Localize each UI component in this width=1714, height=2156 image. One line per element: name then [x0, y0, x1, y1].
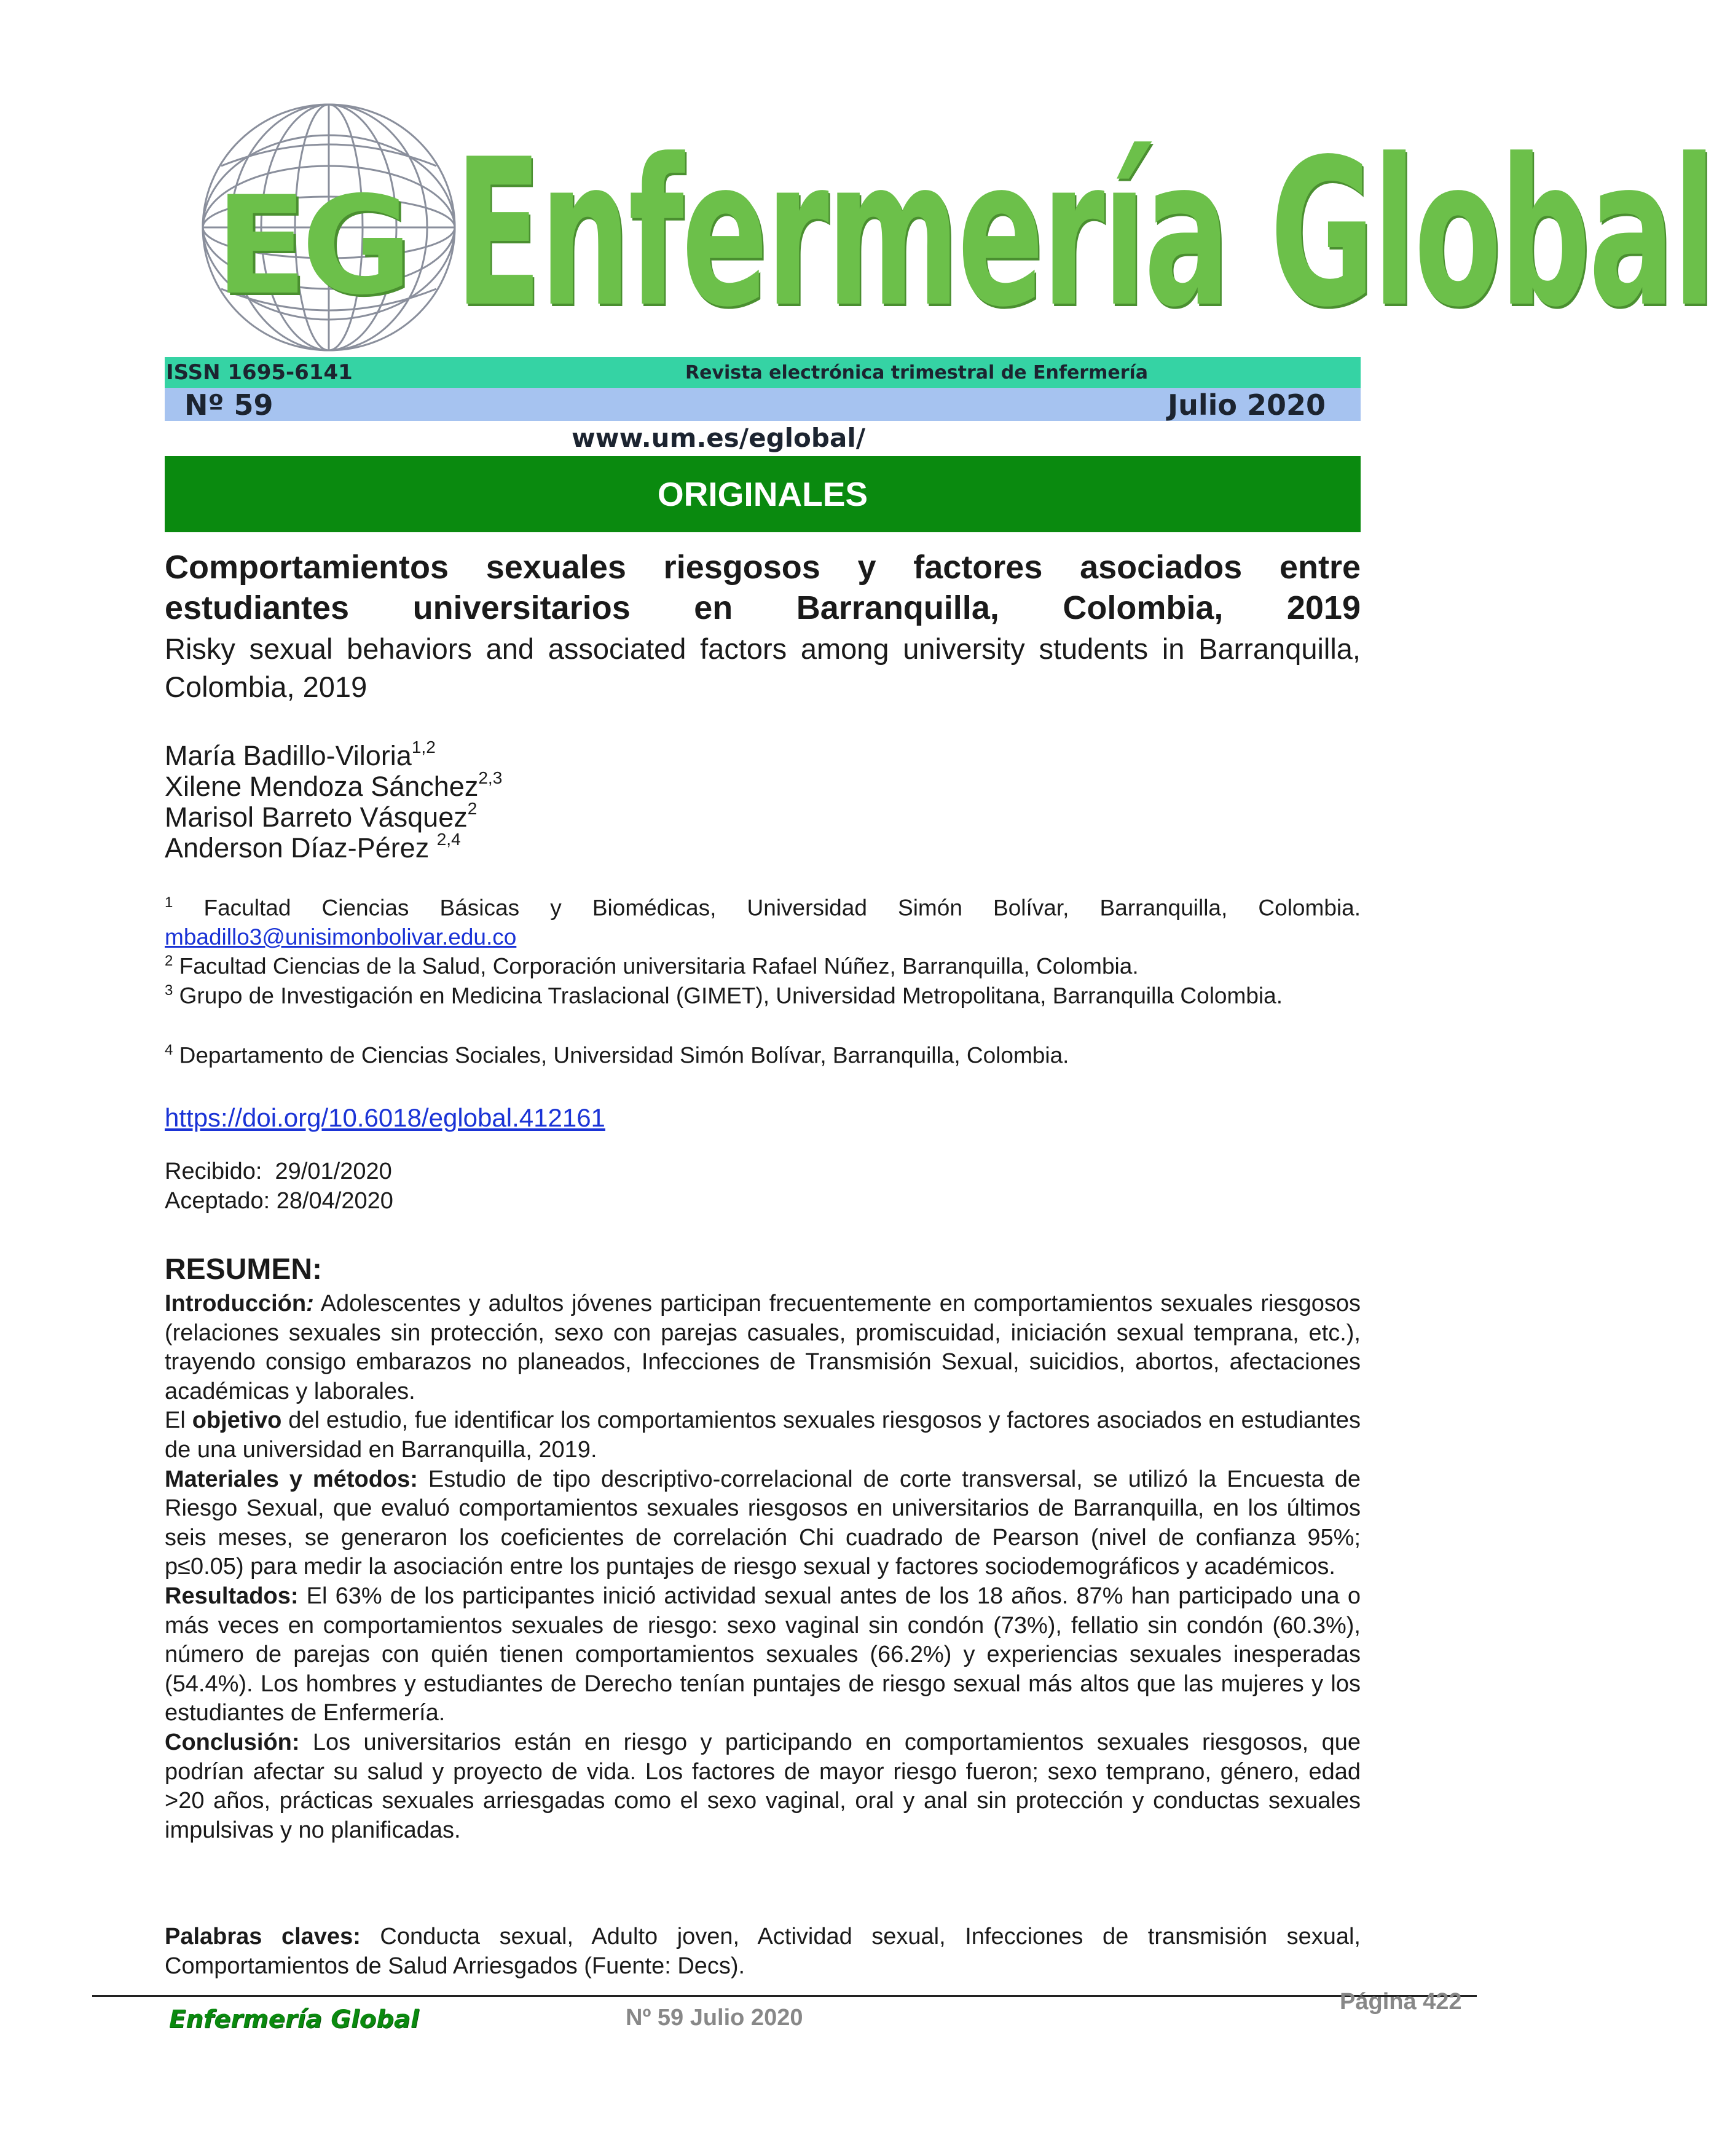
abstract-introduction	[165, 1289, 1361, 1406]
intro-label: Introducción	[165, 1291, 307, 1316]
footer-journal-name: Enfermería Global	[169, 2005, 419, 2034]
abstract-body	[165, 1289, 1361, 1845]
author-affiliation-ref: 2,3	[478, 768, 503, 787]
abstract-heading: RESUMEN:	[165, 1253, 323, 1286]
affiliation-text: Facultad Ciencias Básicas y Biomédicas, Universidad Simón Bolívar, Barranquilla, Colombia.	[173, 895, 1361, 921]
author-name: Xilene Mendoza Sánchez	[165, 771, 479, 802]
doi-link[interactable]: https://doi.org/10.6018/eglobal.412161	[165, 1103, 605, 1132]
abstract-conclusion	[165, 1728, 1361, 1845]
affiliation-item	[165, 1036, 1361, 1070]
affiliation-number: 2	[165, 953, 173, 969]
intro-colon: :	[306, 1291, 314, 1316]
journal-subtitle: Revista electrónica trimestral de Enfermería	[685, 362, 1149, 384]
affiliation-number: 3	[165, 982, 173, 999]
methods-label: Materiales y métodos:	[165, 1466, 418, 1492]
issue-date: Julio 2020	[1168, 388, 1326, 422]
objective-text: del estudio, fue identificar los comportamientos sexuales riesgosos y factores asociados en estudiantes de una universidad en Barranquilla, 2019.	[165, 1407, 1361, 1463]
journal-logo-title: Enfermería Global	[455, 116, 1714, 352]
objective-label: objetivo	[192, 1407, 282, 1434]
author-item	[165, 827, 461, 864]
affiliation-item	[165, 976, 1361, 1010]
methods-text: Estudio de tipo descriptivo-correlacional de corte transversal, se utilizó la Encuesta de Riesgo Sexual, que evaluó comportamientos sexuales riesgosos en universitarios de Barranquilla, en los últimos seis meses, se generaron los coeficientes de correlación Chi cuadrado de Pearson (nivel de confianza 95%; p≤0.05) para medir la asociación entre los puntajes de riesgo sexual y factores sociodemográficos y académicos.	[165, 1466, 1361, 1580]
issue-number: Nº 59	[184, 388, 273, 422]
received-value: 29/01/2020	[275, 1159, 392, 1184]
keywords	[165, 1922, 1361, 1981]
received-label: Recibido:	[165, 1159, 262, 1184]
keywords-label: Palabras claves:	[165, 1924, 361, 1949]
author-name: Marisol Barreto Vásquez	[165, 801, 468, 833]
abstract-objective	[165, 1406, 1361, 1465]
author-affiliation-ref: 2	[467, 799, 478, 818]
article-title-spanish: Comportamientos sexuales riesgosos y factores asociados entre estudiantes universitarios en Barranquilla, Colombia, 2019	[165, 549, 1361, 626]
affiliation-number: 1	[165, 894, 173, 911]
author-affiliation-ref: 2,4	[436, 830, 461, 849]
affiliation-item	[165, 888, 1361, 952]
section-banner: ORIGINALES	[165, 456, 1361, 532]
received-date	[165, 1157, 392, 1186]
objective-prefix: El	[165, 1407, 192, 1434]
eg-logo-letters: EG	[215, 167, 406, 325]
author-email-link[interactable]: mbadillo3@unisimonbolivar.edu.co	[165, 924, 517, 950]
intro-text: Adolescentes y adultos jóvenes participan frecuentemente en comportamientos sexuales riesgosos (relaciones sexuales sin protección, sexo con parejas casuales, promiscuidad, iniciación sexual temprana, etc.), trayendo consigo embarazos no planeados, Infecciones de Transmisión Sexual, suicidios, abortos, afectaciones académicas y laborales.	[165, 1291, 1361, 1404]
accepted-value: 28/04/2020	[276, 1188, 393, 1214]
abstract-results	[165, 1582, 1361, 1728]
affiliation-text: Departamento de Ciencias Sociales, Universidad Simón Bolívar, Barranquilla, Colombia.	[173, 1042, 1069, 1068]
issn-label: ISSN 1695-6141	[166, 360, 353, 385]
conclusion-label: Conclusión:	[165, 1729, 300, 1755]
conclusion-text: Los universitarios están en riesgo y participando en comportamientos sexuales riesgosos, que podrían afectar su salud y proyecto de vida. Los factores de mayor riesgo fueron; sexo temprano, género, edad >20 años, prácticas sexuales arriesgadas como el sexo vaginal, oral y anal sin protección y conductas sexuales impulsivas y no planificadas.	[165, 1729, 1361, 1843]
keywords-text: Conducta sexual, Adulto joven, Actividad sexual, Infecciones de transmisión sexual, Comportamientos de Salud Arriesgados (Fuente: Decs).	[165, 1924, 1361, 1979]
article-title-english: Risky sexual behaviors and associated factors among university students in Barranquilla, Colombia, 2019	[165, 632, 1361, 703]
author-name: Anderson Díaz-Pérez	[165, 832, 437, 864]
footer-issue: Nº 59 Julio 2020	[626, 2005, 803, 2031]
abstract-methods	[165, 1465, 1361, 1582]
results-label: Resultados:	[165, 1583, 299, 1609]
author-name: María Badillo-Viloria	[165, 740, 412, 771]
accepted-date	[165, 1186, 393, 1216]
page-number: Página 422	[1340, 1989, 1462, 2015]
journal-url[interactable]: www.um.es/eglobal/	[572, 423, 866, 453]
affiliation-text: Facultad Ciencias de la Salud, Corporación universitaria Rafael Núñez, Barranquilla, Colombia.	[173, 953, 1139, 979]
affiliation-number: 4	[165, 1042, 173, 1058]
accepted-label: Aceptado:	[165, 1188, 270, 1214]
affiliation-text: Grupo de Investigación en Medicina Traslacional (GIMET), Universidad Metropolitana, Barranquilla Colombia.	[173, 983, 1283, 1009]
footer-divider	[92, 1995, 1477, 1997]
results-text: El 63% de los participantes inició actividad sexual antes de los 18 años. 87% han participado una o más veces en comportamientos sexuales de riesgo: sexo vaginal sin condón (73%), fellatio sin condón (60.3%), número de parejas con quién tienen comportamientos sexuales (66.2%) y experiencias sexuales inesperadas (54.4%). Los hombres y estudiantes de Derecho tenían puntajes de riesgo sexual más altos que las mujeres y los estudiantes de Enfermería.	[165, 1583, 1361, 1726]
author-affiliation-ref: 1,2	[411, 738, 436, 757]
